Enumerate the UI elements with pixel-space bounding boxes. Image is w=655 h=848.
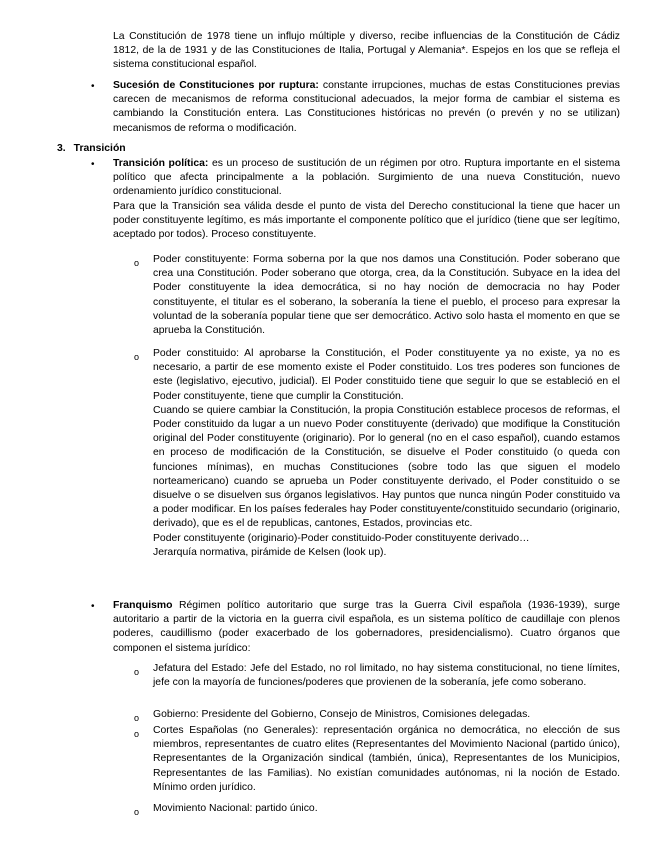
transicion-paragraph-2: Para que la Transición sea válida desde el punto de vista del Derecho constitucional la tiene que hacer un poder constituyente legítimo, es más importante el componente político que el jurídico (tiene que ser legítimo, aceptado por todos). Proceso constituyente. (113, 200, 620, 241)
bullet-icon: • (91, 601, 95, 612)
circle-bullet-icon: o (134, 729, 140, 739)
bullet-icon: • (91, 81, 95, 92)
section-number: 3. (57, 143, 66, 154)
bullet-icon: • (91, 159, 95, 170)
franquismo-item: Movimiento Nacional: partido único. (153, 803, 318, 814)
circle-bullet-icon: o (134, 713, 140, 723)
section-title: Transición (73, 143, 126, 154)
poder-constituido-item (153, 347, 620, 560)
franquismo-item: Gobierno: Presidente del Gobierno, Consejo de Ministros, Comisiones delegadas. (153, 709, 531, 720)
franquismo-label: Franquismo (113, 600, 173, 611)
franquismo-text: Régimen político autoritario que surge tras la Guerra Civil española (1936-1939), surge autoritario a partir de la victoria en la guerra civil española, es un sistema político de caudillaje con plenos poderes, caudillismo (poder exacerbado de los gobernadores, presidencialismo). Cuatro órganos que componen el sistema jurídico: (113, 600, 620, 654)
poder-constituido-paragraph: Poder constituido: Al aprobarse la Constitución, el Poder constituyente ya no existe, ya no es necesario, a partir de ese momento existe el Poder constituido. Los tres poderes son funciones de este (legislativo, ejecutivo, judicial). El Poder constituido tiene que seguir lo que se estableció en el Poder constituyente, tiene que cumplir la Constitución. (153, 348, 620, 402)
section-heading (57, 142, 126, 156)
transicion-label: Transición política: (113, 158, 209, 169)
circle-bullet-icon: o (134, 258, 140, 268)
circle-bullet-icon: o (134, 352, 140, 362)
transicion-paragraph (113, 157, 620, 200)
reforma-paragraph: Cuando se quiere cambiar la Constitución, la propia Constitución establece procesos de reformas, el Poder constituido da lugar a un nuevo Poder constituyente (derivado) que modifique la Constitución original del Poder constituyente (originario). Por lo general (no en el caso español), cuando estamos en proceso de modificación de la Constitución, se disuelve el Poder constituido (o queda con funciones mínimas), en muchas Constituciones (sobre todo las que siguen el modelo norteamericano) cuando se aprueba un Poder constituyente derivado, el Poder constituido o se disuelve o se disuelven sus órganos legislativos. Hay puntos que nunca ningún Poder constituido va a poder modificar. En los países federales hay Poder constituyente/constituido secundario (originario, derivado), que es el de republicas, cantones, Estados, provincias etc. (153, 404, 620, 530)
ruptura-label: Sucesión de Constituciones por ruptura: (113, 80, 319, 91)
ruptura-text: constante irrupciones, muchas de estas Constituciones previas carecen de mecanismos de reforma constitucional adecuados, la mejor forma de cambiar el sistema es cambiando la Constitución entera. Las Constituciones históricas no prevén (o prevén y no se utilizan) mecanismos de reforma o modificación. (113, 80, 620, 134)
circle-bullet-icon: o (134, 807, 140, 817)
ruptura-bullet (113, 79, 620, 136)
poder-constituyente-item: Poder constituyente: Forma soberna por la que nos damos una Constitución. Poder soberano que crea una Constitución. Poder soberano que otorga, crea, da la Constitución. Subyace en la idea del Poder constituyente la idea democrática, si no hay noción de democracia no hay Poder constituyente, el titular es el soberano, la soberanía la tiene el pueblo, el proceso para expresar la voluntad de la soberanía popular tiene que ser democrático. Activo solo hasta el momento en que se aprueba la Constitución. (153, 254, 620, 337)
kelsen-line: Jerarquía normativa, pirámide de Kelsen (look up). (153, 546, 387, 558)
franquismo-item: Jefatura del Estado: Jefe del Estado, no rol limitado, no hay sistema constitucional, no tiene límites, jefe con la mayoría de funciones/poderes que provienen de la soberanía, jefe como soberano. (153, 663, 620, 689)
circle-bullet-icon: o (134, 667, 140, 677)
franquismo-bullet (113, 599, 620, 656)
intro-paragraph: La Constitución de 1978 tiene un influjo múltiple y diverso, recibe influencias de la Constitución de Cádiz 1812, de la de 1931 y de las Constituciones de Italia, Portugal y Alemania*. Espejos en los que se refleja el sistema constitucional español. (113, 31, 620, 71)
poder-chain-line: Poder constituyente (originario)-Poder constituido-Poder constituyente derivado… (153, 532, 530, 544)
transicion-bullet (113, 157, 620, 242)
transicion-text: es un proceso de sustitución de un régimen por otro. Ruptura importante en el sistema político que afecta principalmente a la población. Surgimiento de una nueva Constitución, nuevo ordenamiento jurídico constitucional. (113, 158, 620, 198)
franquismo-item: Cortes Españolas (no Generales): representación orgánica no democrática, no elección de sus miembros, representantes de cuatro elites (Representantes del Movimiento Nacional (partido único), Representantes de la Organización sindical (también, única), Representantes de los Municipios, Representantes de las Familias). No existían comunidades autónomas, ni la noción de Estado. Mínimo orden jurídico. (153, 725, 620, 793)
